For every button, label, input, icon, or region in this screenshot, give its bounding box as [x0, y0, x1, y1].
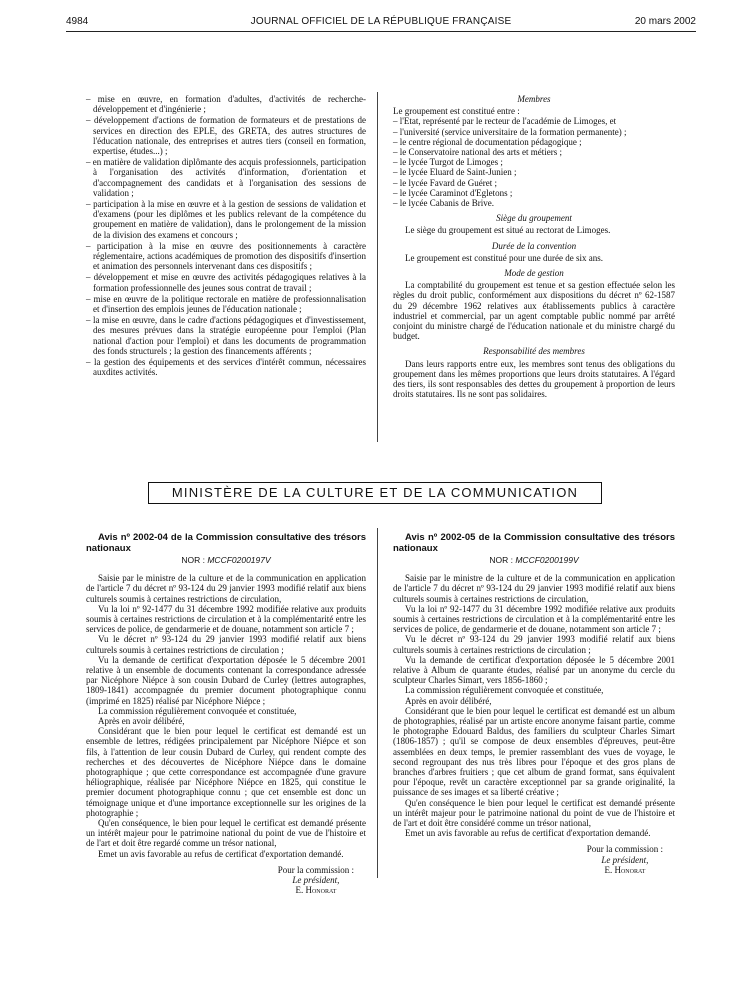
- paragraph: Qu'en conséquence le bien pour lequel le certificat est demandé présente un intérêt majeur pour le patrimoine national du point de vue de l'histoire et de l'art et doit être considéré comme un trésor national,: [393, 797, 675, 829]
- top-right-column: [393, 94, 675, 399]
- avis-title: Avis nº 2002-05 de la Commission consultative des trésors nationaux: [393, 532, 675, 554]
- signature-line: Pour la commission :: [586, 844, 663, 855]
- avis-2002-04: [86, 532, 366, 896]
- members-list: [393, 116, 675, 208]
- nor-code: MCCF0200197V: [207, 555, 271, 565]
- paragraph: Vu la demande de certificat d'exportation déposée le 5 décembre 2001 relative à un ensemble de documents contenant la correspondance adressée par Nicéphore Niépce à son cousin Dubard de Curley (lettres autographes, 1809-1841) accompagnée du premier document photographique connu (imprimé en 1825) réalisé par Nicéphore Niépce ;: [86, 654, 366, 706]
- section-heading: Responsabilité des membres: [483, 346, 585, 357]
- paragraph: Saisie par le ministre de la culture et de la communication en application de l'article 7 du décret nº 93-124 du 29 janvier 1993 modifié relatif aux biens culturels soumis à certaines restrictions de circulation,: [86, 573, 366, 604]
- paragraph: Considérant que le bien pour lequel le certificat est demandé est un ensemble de lettres, rédigées principalement par Nicéphore Niépce et son fils, à l'attention de leur cousin Dubard de Curley, qui rendent compte des recherches et des découvertes de Nicéphore Niépce dans le domaine photographique ; que cette correspondance est accompagnée d'une gravure héliographique, réalisée par Nicéphore Niépce en 1825, qui constitue le premier document photographique connu ; que cet ensemble est donc un témoignage unique et d'une importance exceptionnelle sur les origines de la photographie ;: [86, 726, 366, 818]
- section-heading: Mode de gestion: [504, 268, 564, 279]
- list-item: – l'université (service universitaire de la formation permanente) ;: [393, 127, 675, 137]
- avis-2002-05: [393, 532, 675, 875]
- column-divider-bottom: [377, 528, 378, 878]
- section-heading: Durée de la convention: [491, 240, 577, 251]
- paragraph: Vu la demande de certificat d'exportation déposée le 5 décembre 2001 relative à Album de quarante études, réalisé par un anonyme du cercle du sculpteur Charles Simart, vers 1856-1860 ;: [393, 654, 675, 686]
- nor-reference: [86, 555, 366, 565]
- list-item: – en matière de validation diplômante des acquis professionnels, participation à l'organisation des activités d'information, d'orientation et d'accompagnement des candidats et à l'organisation des sessions de validation ;: [86, 157, 366, 198]
- top-left-column: [86, 94, 366, 378]
- list-item: – la gestion des équipements et des services d'intérêt commun, nécessaires auxdites activités.: [86, 357, 366, 377]
- list-item: – développement et mise en œuvre des activités pédagogiques relatives à la formation professionnelle des jeunes sous contrat de travail ;: [86, 272, 366, 292]
- paragraph: La commission régulièrement convoquée et constituée,: [405, 685, 604, 696]
- list-item: – le lycée Cabanis de Brive.: [393, 198, 675, 208]
- paragraph: Le groupement est constitué entre :: [393, 106, 520, 117]
- list-item: – l'Etat, représenté par le recteur de l'académie de Limoges, et: [393, 116, 675, 126]
- list-item: – le Conservatoire national des arts et métiers ;: [393, 147, 675, 157]
- nor-code: MCCF0200199V: [515, 555, 579, 565]
- paragraph: Après en avoir délibéré,: [98, 716, 185, 727]
- list-item: – participation à la mise en œuvre des positionnements à caractère réglementaire, actions académiques de promotion des dispositifs d'insertion et animation des personnels intervenant dans ces dispositifs ;: [86, 241, 366, 272]
- paragraph: La commission régulièrement convoquée et constituée,: [98, 705, 297, 716]
- nor-label: NOR :: [489, 555, 513, 565]
- list-item: – le centre régional de documentation pédagogique ;: [393, 137, 675, 147]
- paragraph: Considérant que le bien pour lequel le certificat est demandé est un album de photographies, réalisé par un artiste encore anonyme faisant partie, comme le photographe Edouard Baldus, des familiers du sculpteur Charles Simart (1806-1857) ; qu'il se compose de deux ensembles d'épreuves, peut-être assemblées en deux temps, le premier rassemblant des vues de voyage, le second regroupant des nus très libres pour l'époque et des gros plans de branches d'arbres fruitiers ; que cet album de grand format, sans équivalent pour l'époque, revêt un caractère exceptionnel par sa grande originalité, la puissance de ses images et sa liberté créative ;: [393, 705, 675, 798]
- section-heading: Membres: [517, 94, 551, 104]
- list-item: – la mise en œuvre, dans le cadre d'actions pédagogiques et d'investissement, des mesures prévues dans la stratégie européenne pour l'emploi (Plan national d'action pour l'emploi) et dans les documents de programmation des fonds structurels ; la gestion des financements afférents ;: [86, 315, 366, 356]
- paragraph: La comptabilité du groupement est tenue et sa gestion effectuée selon les règles du droit public, conformément aux dispositions du décret nº 62-1587 du 29 décembre 1962 relatives aux établissements publics à caractère industriel et commercial, par un agent comptable public nommé par arrêté conjoint du ministre chargé de l'éducation nationale et du ministre chargé du budget.: [393, 280, 675, 342]
- missions-list: [86, 94, 366, 377]
- header-rule: [66, 31, 696, 32]
- journal-title: JOURNAL OFFICIEL DE LA RÉPUBLIQUE FRANÇAISE: [250, 16, 512, 27]
- page-number: 4984: [66, 16, 89, 27]
- paragraph: Vu le décret nº 93-124 du 29 janvier 1993 modifié relatif aux biens culturels soumis à certaines restrictions de circulation ;: [393, 634, 675, 655]
- paragraph: Saisie par le ministre de la culture et de la communication en application de l'article 7 du décret nº 93-124 du 29 janvier 1993 modifié relatif aux biens culturels soumis à certaines restrictions de circulation,: [393, 573, 675, 604]
- signature-title: Le président,: [601, 854, 649, 865]
- column-divider-top: [377, 92, 378, 442]
- paragraph: Emet un avis favorable au refus de certificat d'exportation demandé.: [98, 848, 344, 859]
- list-item: – le lycée Favard de Guéret ;: [393, 178, 675, 188]
- nor-label: NOR :: [181, 555, 205, 565]
- nor-reference: [393, 555, 675, 565]
- list-item: – le lycée Eluard de Saint-Junien ;: [393, 167, 675, 177]
- signature-name: E. Honorat: [295, 885, 337, 896]
- list-item: – participation à la mise en œuvre et à la gestion de sessions de validation et d'examens (pour les diplômes et les publics relevant de la compétence du groupement en matière de validation), dans le prolongement de la mission de la division des examens et concours ;: [86, 199, 366, 240]
- paragraph: Vu la loi nº 92-1477 du 31 décembre 1992 modifiée relative aux produits soumis à certaines restrictions de circulation et à la complémentarité entre les services de police, de gendarmerie et de douane, notamment son article 7 ;: [86, 603, 366, 635]
- list-item: – développement d'actions de formation de formateurs et de prestations de services en direction des EPLE, des GRETA, des autres structures de l'éducation nationale, des entreprises et autres tiers (conseil en formation, expertise, études...) ;: [86, 115, 366, 156]
- signature-title: Le président,: [292, 875, 340, 886]
- signature-block: [86, 865, 366, 896]
- page-header: [66, 14, 696, 30]
- list-item: – le lycée Turgot de Limoges ;: [393, 157, 675, 167]
- paragraph: Vu la loi nº 92-1477 du 31 décembre 1992 modifiée relative aux produits soumis à certaines restrictions de circulation et à la complémentarité entre les services de police, de gendarmerie et de douane, notamment son article 7 ;: [393, 603, 675, 635]
- paragraph: Le groupement est constitué pour une durée de six ans.: [405, 252, 603, 263]
- paragraph: Vu le décret nº 93-124 du 29 janvier 1993 modifié relatif aux biens culturels soumis à certaines restrictions de circulation ;: [86, 634, 366, 655]
- paragraph: Le siège du groupement est situé au rectorat de Limoges.: [405, 225, 611, 236]
- list-item: – mise en œuvre de la politique rectorale en matière de professionnalisation et d'insertion des emplois jeunes de l'éducation nationale ;: [86, 294, 366, 314]
- avis-title: Avis nº 2002-04 de la Commission consultative des trésors nationaux: [86, 532, 366, 554]
- paragraph: Qu'en conséquence, le bien pour lequel le certificat est demandé présente un intérêt majeur pour le patrimoine national du point de vue de l'histoire et de l'art et doit être regardé comme un trésor national,: [86, 818, 366, 849]
- paragraph: Emet un avis favorable au refus de certificat d'exportation demandé.: [405, 828, 651, 839]
- list-item: – le lycée Caraminot d'Egletons ;: [393, 188, 675, 198]
- list-item: – mise en œuvre, en formation d'adultes, d'activités de recherche-développement et d'ingénierie ;: [86, 94, 366, 114]
- paragraph: Après en avoir délibéré,: [405, 695, 492, 706]
- signature-block: [393, 844, 675, 875]
- section-heading: Siège du groupement: [496, 213, 572, 224]
- ministry-heading: MINISTÈRE DE LA CULTURE ET DE LA COMMUNICATION: [148, 482, 602, 504]
- issue-date: 20 mars 2002: [634, 16, 696, 27]
- signature-line: Pour la commission :: [277, 864, 354, 875]
- signature-name: E. Honorat: [604, 864, 646, 875]
- paragraph: Dans leurs rapports entre eux, les membres sont tenus des obligations du groupement dans les mêmes proportions que leurs droits statutaires. A l'égard des tiers, ils sont responsables des dettes du groupement à proportion de leurs droits statutaires. Ils ne sont pas solidaires.: [393, 358, 675, 400]
